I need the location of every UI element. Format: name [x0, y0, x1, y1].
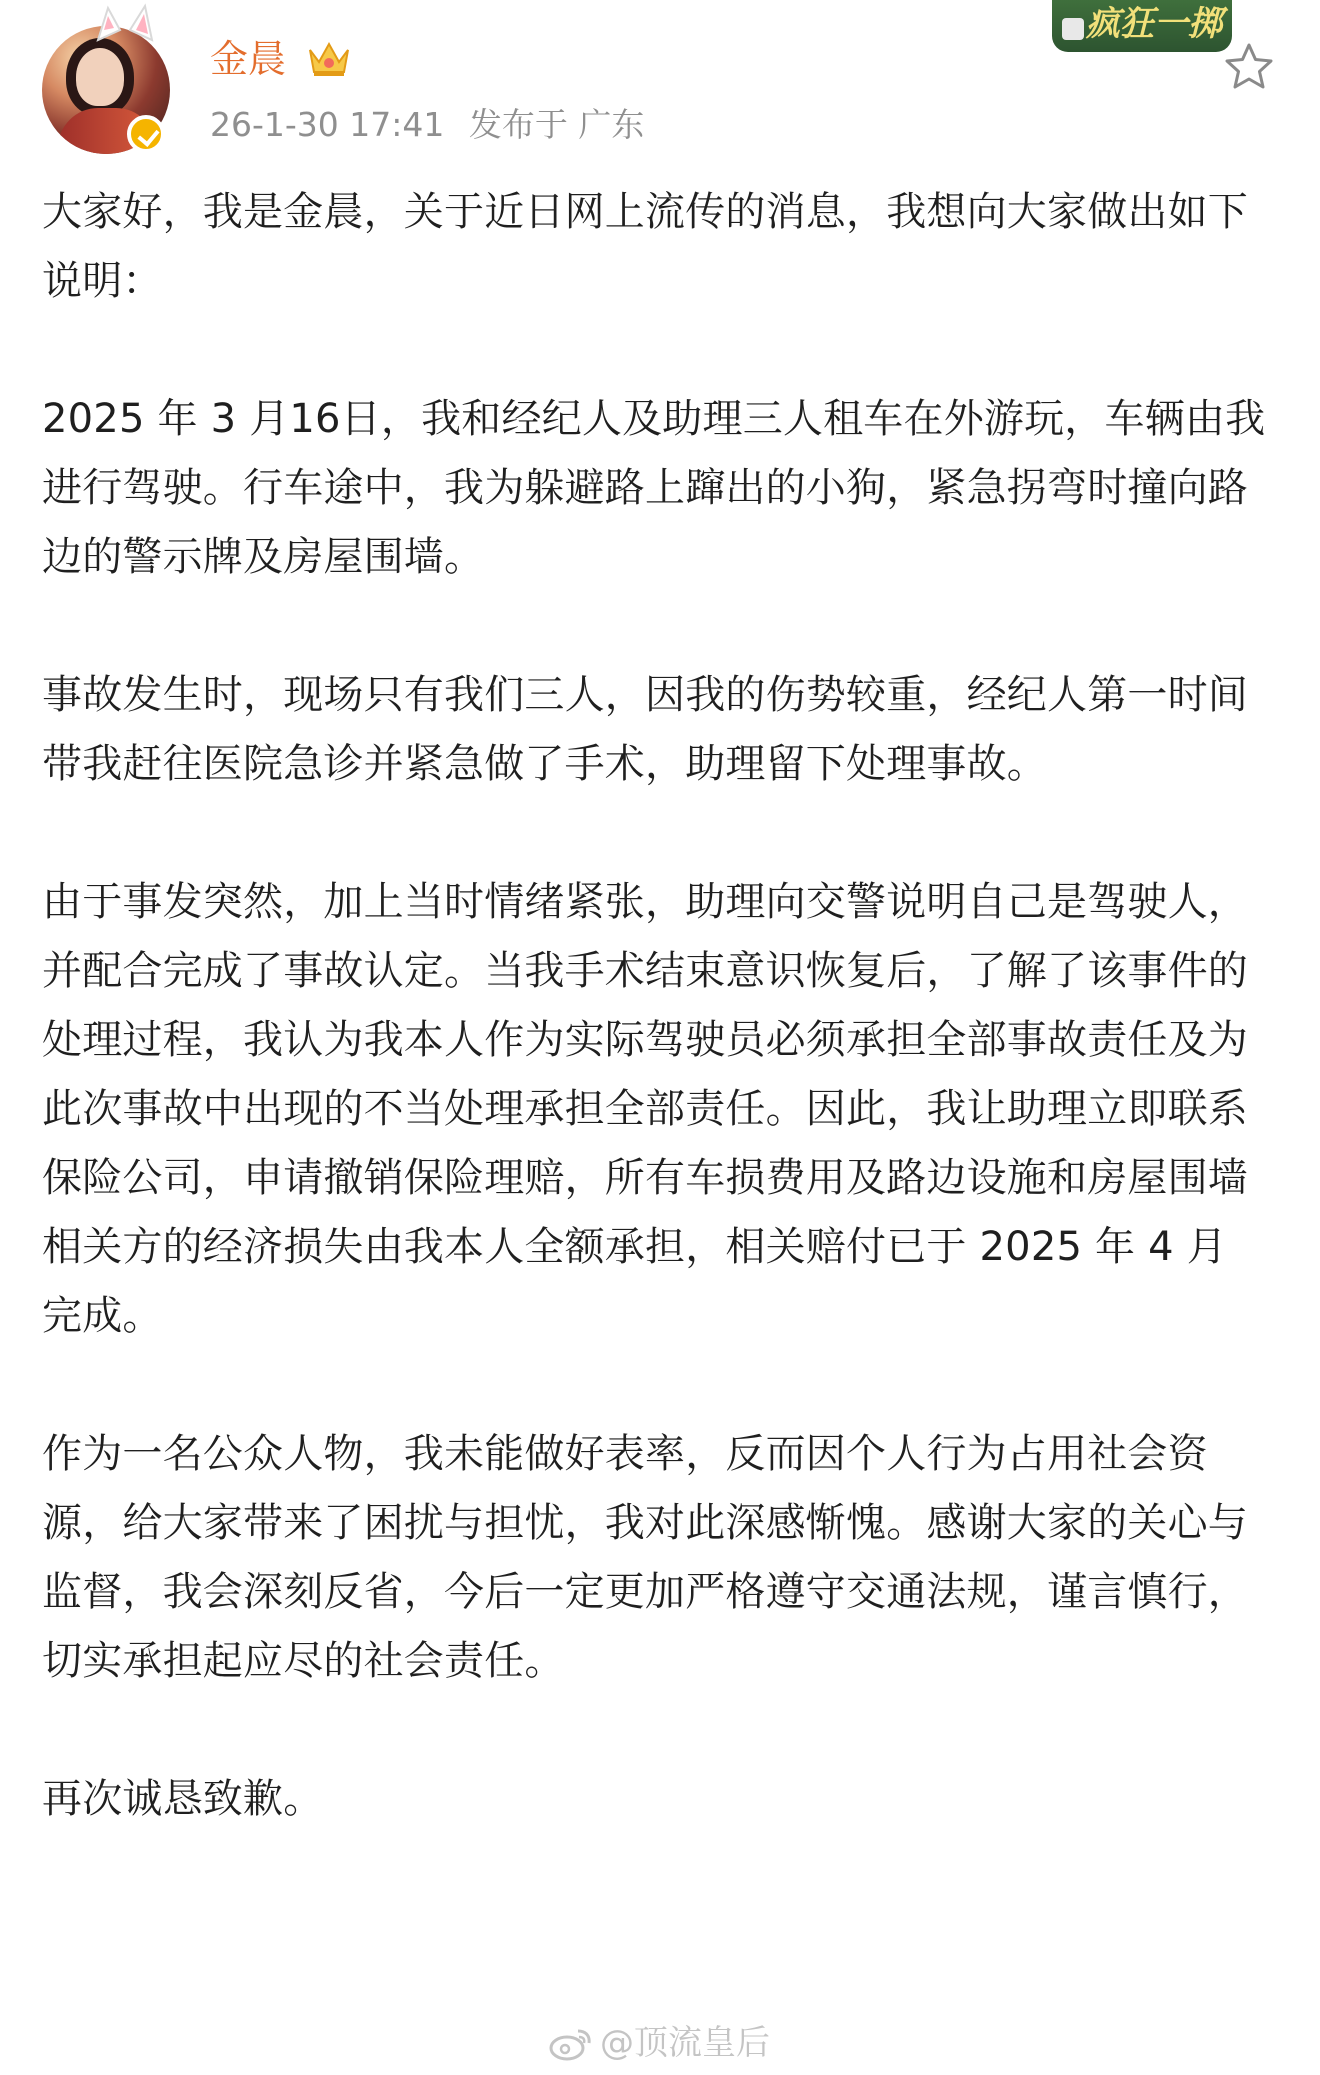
post-body	[42, 178, 1267, 1903]
post-paragraph: 再次诚恳致歉。	[42, 1776, 324, 1822]
star-outline-icon	[1222, 40, 1276, 94]
post-meta	[210, 103, 658, 147]
post-paragraph: 2025 年 3 月16日，我和经纪人及助理三人租车在外游玩，车辆由我进行驾驶。行车途中，我为躲避路上蹿出的小狗，紧急拐弯时撞向路边的警示牌及房屋围墙。	[42, 396, 1266, 580]
avatar-face	[76, 48, 124, 106]
post-location: 发布于 广东	[468, 105, 645, 144]
weibo-logo-icon	[548, 2023, 594, 2063]
verified-badge-icon	[127, 115, 165, 153]
watermark-text: @顶流皇后	[600, 2023, 770, 2063]
post-paragraph: 事故发生时，现场只有我们三人，因我的伤势较重，经纪人第一时间带我赶往医院急诊并紧急做了手术，助理留下处理事故。	[42, 672, 1248, 787]
post-paragraph: 作为一名公众人物，我未能做好表率，反而因个人行为占用社会资源，给大家带来了困扰与担忧，我对此深感惭愧。感谢大家的关心与监督，我会深刻反省，今后一定更加严格遵守交通法规，谨言慎行，切实承担起应尽的社会责任。	[42, 1431, 1248, 1684]
decoration-banner	[1052, 0, 1232, 52]
post-header	[0, 0, 1320, 160]
post-paragraph: 由于事发突然，加上当时情绪紧张，助理向交警说明自己是驾驶人，并配合完成了事故认定。当我手术结束意识恢复后，了解了该事件的处理过程，我认为我本人作为实际驾驶员必须承担全部事故责任及为此次事故中出现的不当处理承担全部责任。因此，我让助理立即联系保险公司，申请撤销保险理赔，所有车损费用及路边设施和房屋围墙相关方的经济损失由我本人全额承担，相关赔付已于 2025 年 4 月完成。	[42, 879, 1248, 1339]
avatar-cat-ears-icon	[90, 0, 160, 50]
vip-crown-icon	[306, 38, 352, 78]
watermark	[548, 2020, 770, 2066]
banner-text: 疯狂一掷	[1086, 4, 1222, 44]
post-paragraph: 大家好，我是金晨，关于近日网上流传的消息，我想向大家做出如下说明：	[42, 189, 1248, 304]
author-name[interactable]: 金晨	[210, 37, 287, 81]
post-timestamp: 26-1-30 17:41	[210, 105, 445, 144]
dice-icon	[1062, 18, 1084, 40]
favorite-button[interactable]	[1222, 40, 1276, 94]
